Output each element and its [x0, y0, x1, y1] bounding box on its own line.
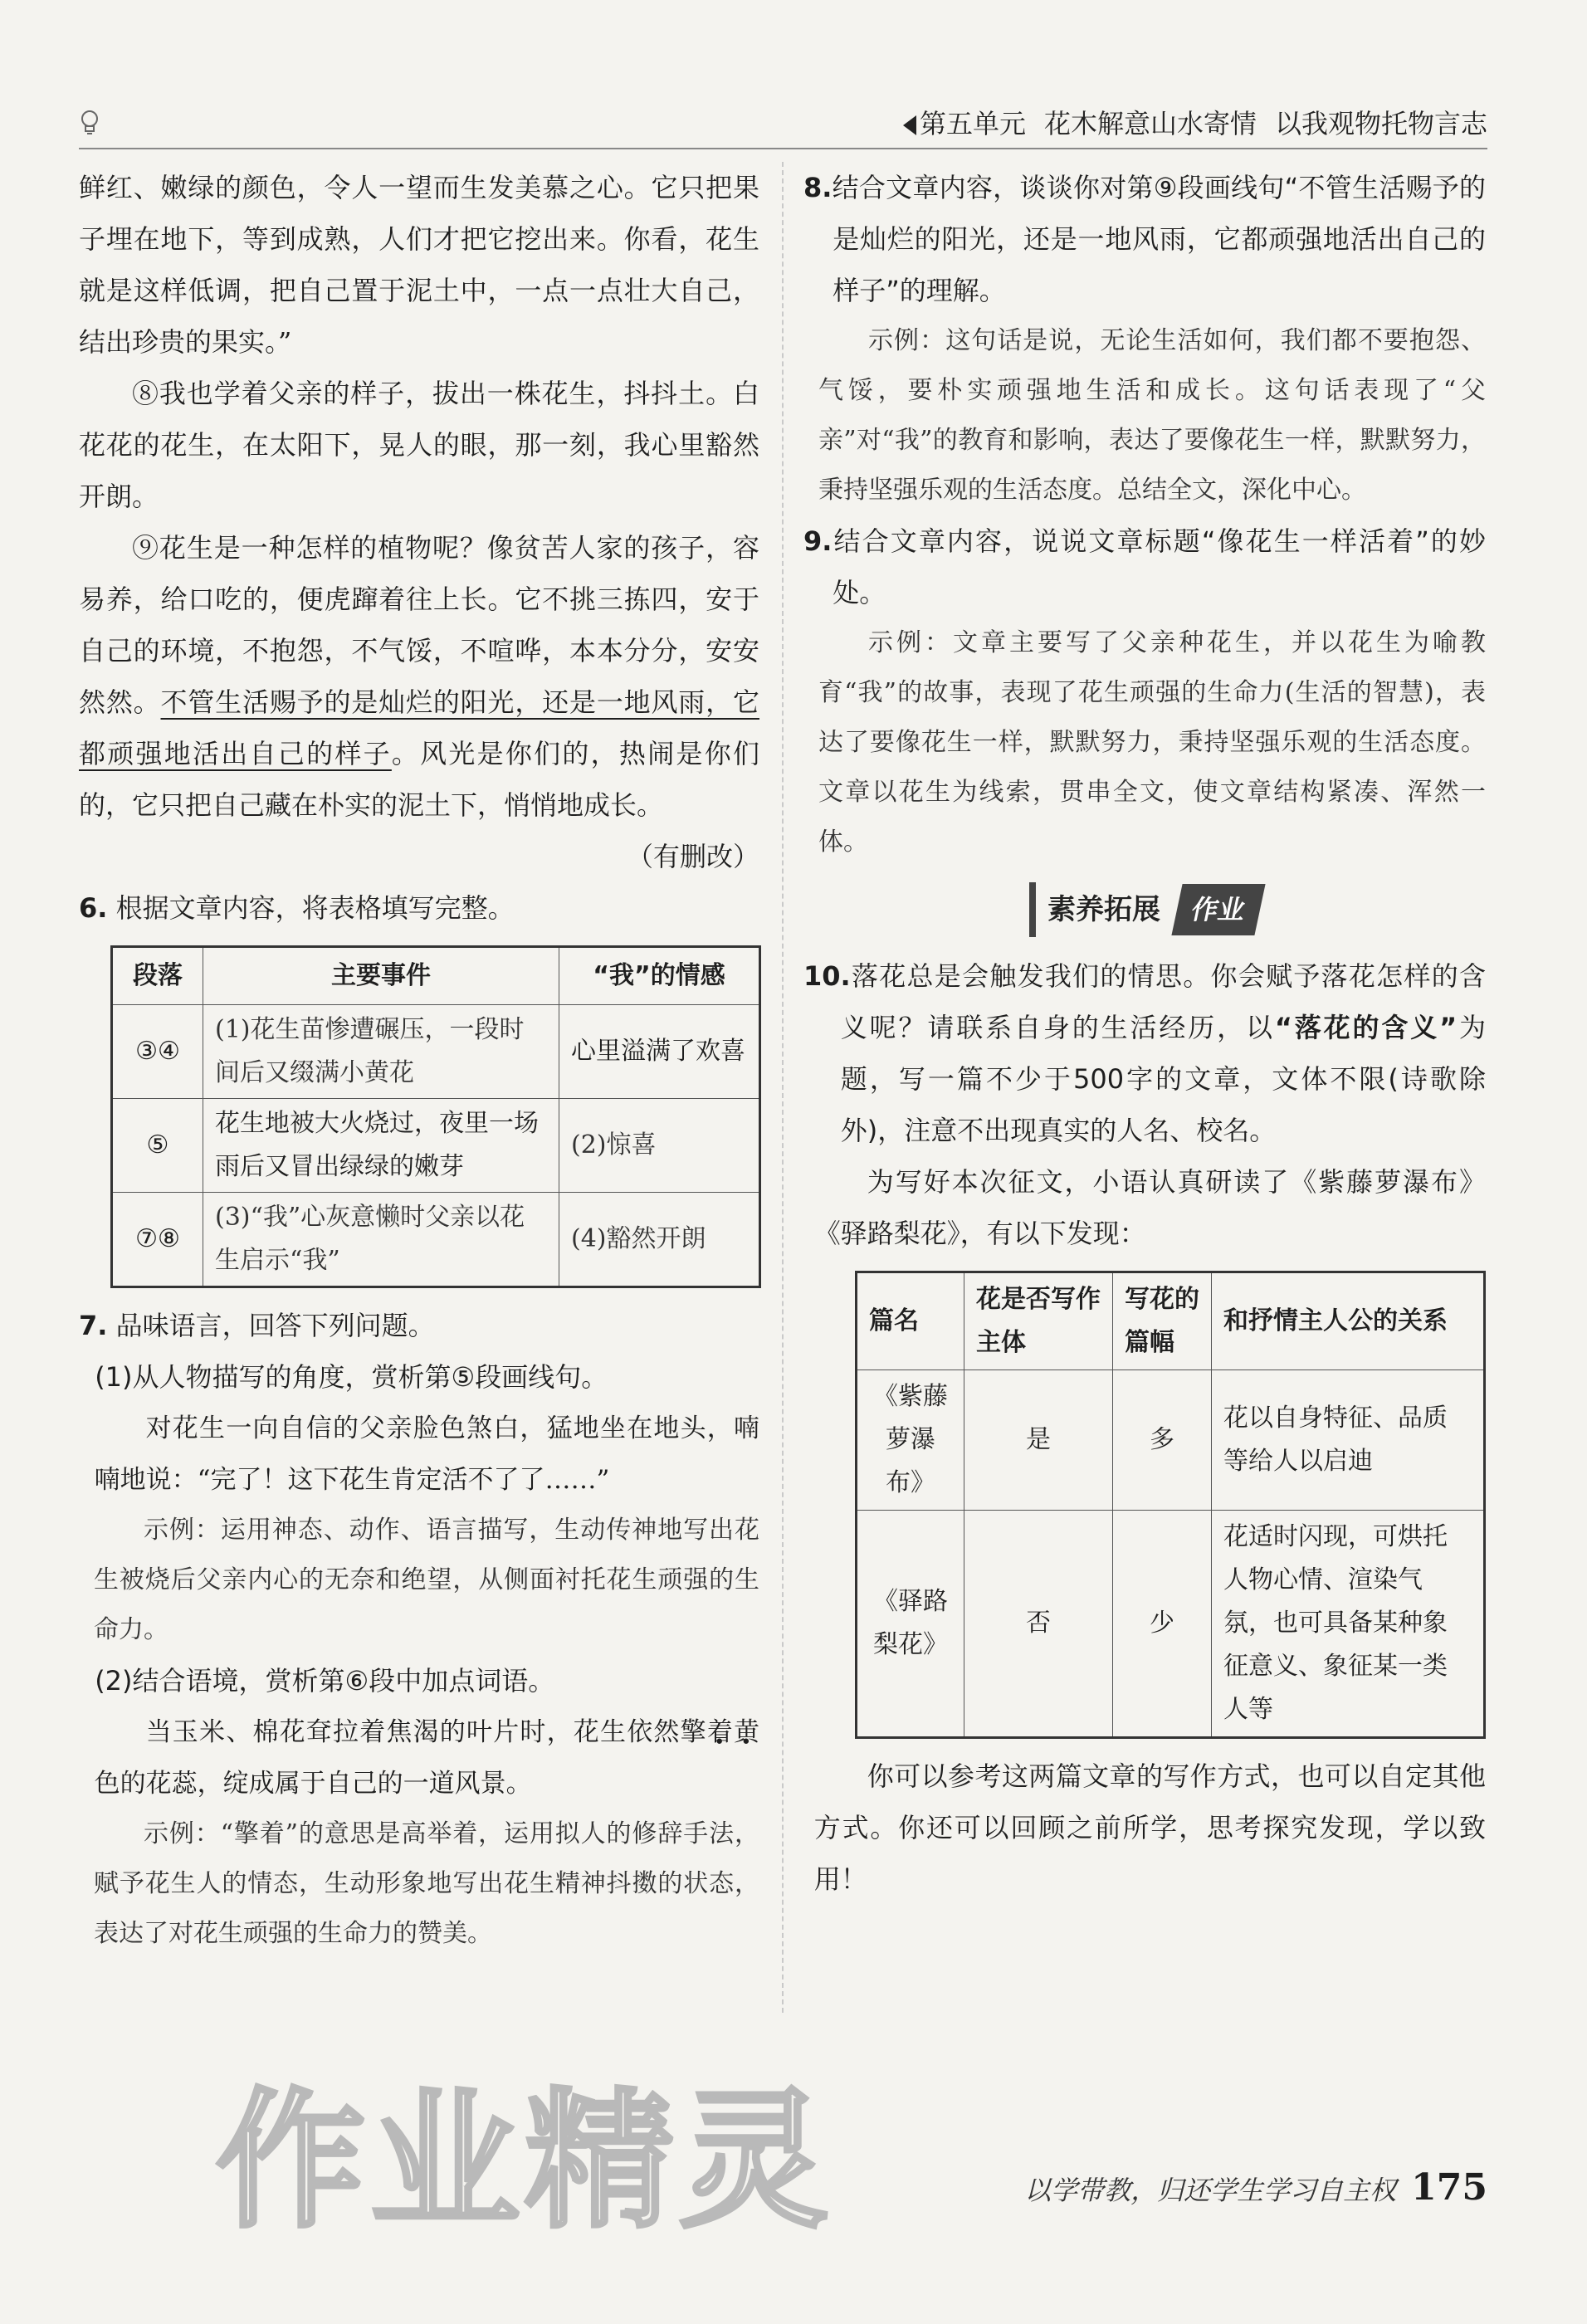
question-10-number: 10.	[803, 960, 851, 992]
passage-paragraph-9	[79, 522, 759, 831]
question-10-text-b: 为题，写一篇不少于500字的文章，文体不限(诗歌除外)，注意不出现真实的人名、校名。	[840, 1012, 1486, 1146]
footer-slogan: 以学带教，归还学生学习自主权	[1024, 2175, 1397, 2206]
dotted-word-char-1: 擎	[680, 1717, 707, 1747]
question-9	[803, 515, 1486, 618]
question-7-1: (1)从人物描写的角度，赏析第⑤段画线句。	[95, 1361, 608, 1393]
table-row	[112, 1193, 760, 1287]
cell-title: 《紫藤萝瀑布》	[857, 1370, 964, 1511]
table-row	[857, 1370, 1485, 1511]
header-cell-relation: 和抒情主人公的关系	[1212, 1272, 1485, 1370]
column-divider	[782, 162, 784, 2013]
cell-feeling: (4)豁然开朗	[559, 1193, 760, 1287]
question-7-number: 7.	[79, 1310, 108, 1341]
page-number: 175	[1411, 2166, 1487, 2209]
breadcrumb	[885, 103, 1487, 141]
table-row	[112, 1005, 760, 1099]
p9-text-b: 。风光是你们的，热闹是你们的，它只把自己藏在朴实的泥土下，悄悄地成长。	[79, 738, 759, 821]
breadcrumb-topic: 以我观物托物言志	[1274, 108, 1487, 139]
question-9-answer: 示例：文章主要写了父亲种花生，并以花生为喻教育“我”的故事，表现了花生顽强的生命力(生活的智慧)，表达了要像花生一样，默默努力，秉持坚强乐观的生活态度。文章以花生为线索，贯串全文，使文章结构紧凑、浑然一体。	[818, 628, 1486, 857]
question-7-text: 品味语言，回答下列问题。	[115, 1310, 435, 1341]
cell-length: 多	[1113, 1370, 1212, 1511]
header-cell-subject: 花是否写作主体	[964, 1272, 1113, 1370]
question-7-2-answer: 示例：“擎着”的意思是高举着，运用拟人的修辞手法，赋予花生人的情态，生动形象地写出花生精神抖擞的状态，表达了对花生顽强的生命力的赞美。	[94, 1819, 759, 1948]
passage-paragraph-8: ⑧我也学着父亲的样子，拔出一株花生，抖抖土。白花花的花生，在太阳下，晃人的眼，那一刻，我心里豁然开朗。	[79, 378, 759, 512]
page-footer	[1024, 2166, 1487, 2209]
cell-length: 少	[1113, 1511, 1212, 1738]
banner-label: 素养拓展	[1029, 882, 1172, 937]
table-header-row	[112, 947, 760, 1005]
question-6-text: 根据文章内容，将表格填写完整。	[115, 892, 515, 924]
right-column	[803, 162, 1486, 1905]
left-column	[79, 162, 759, 1959]
header-cell-event: 主要事件	[203, 947, 559, 1005]
question-9-number: 9.	[803, 525, 833, 557]
cell-relation: 花以自身特征、品质等给人以启迪	[1212, 1370, 1485, 1511]
header-cell-length: 写花的篇幅	[1113, 1272, 1212, 1370]
section-banner	[803, 882, 1486, 937]
cell-relation: 花适时闪现，可烘托人物心情、渲染气氛，也可具备某种象征意义、象征某一类人等	[1212, 1511, 1485, 1738]
question-6-number: 6.	[79, 892, 108, 924]
question-8-answer: 示例：这句话是说，无论生活如何，我们都不要抱怨、气馁，要朴实顽强地生活和成长。这句话表现了“父亲”对“我”的教育和影响，表达了要像花生一样，默默努力，秉持坚强乐观的生活态度。总结全文，深化中心。	[818, 326, 1486, 505]
page-header	[79, 98, 1487, 149]
breadcrumb-unit: 第五单元	[919, 108, 1026, 139]
cell-subject: 否	[964, 1511, 1113, 1738]
question-7	[79, 1300, 759, 1351]
cell-paragraph: ⑦⑧	[112, 1193, 203, 1287]
summary-table	[110, 945, 761, 1288]
quote-text-b: 黄色的花蕊，绽成属于自己的一道风景。	[94, 1717, 760, 1799]
comparison-table	[855, 1271, 1486, 1739]
cell-feeling: (2)惊喜	[559, 1099, 760, 1193]
triangle-left-icon	[903, 115, 916, 135]
cell-event: (3)“我”心灰意懒时父亲以花生启示“我”	[203, 1193, 559, 1287]
question-7-1-answer: 示例：运用神态、动作、语言描写，生动传神地写出花生被烧后父亲内心的无奈和绝望，从侧面衬托花生顽强的生命力。	[94, 1516, 759, 1644]
question-8-text: 结合文章内容，谈谈你对第⑨段画线句“不管生活赐予的是灿烂的阳光，还是一地风雨，它都顽强地活出自己的样子”的理解。	[832, 172, 1486, 306]
breadcrumb-theme: 花木解意山水寄情	[1043, 108, 1257, 139]
question-8	[803, 162, 1486, 316]
cell-event: 花生地被大火烧过，夜里一场雨后又冒出绿绿的嫩芽	[203, 1099, 559, 1193]
banner-tag: 作业	[1171, 884, 1265, 935]
question-10-text-a: 落花总是会触发我们的情思。你会赋予落花怎样的含义呢？请联系自身的生活经历，以	[840, 960, 1486, 1043]
question-7-2-quote	[79, 1706, 759, 1809]
table-row	[112, 1099, 760, 1193]
question-10-closing: 你可以参考这两篇文章的写作方式，也可以自定其他方式。你还可以回顾之前所学，思考探究发现，学以致用！	[813, 1760, 1486, 1895]
header-cell-paragraph: 段落	[112, 947, 203, 1005]
question-6	[79, 882, 759, 934]
question-8-number: 8.	[803, 172, 833, 203]
question-9-text: 结合文章内容，说说文章标题“像花生一样活着”的妙处。	[832, 525, 1486, 608]
table-row	[857, 1511, 1485, 1738]
table-header-row	[857, 1272, 1485, 1370]
cell-paragraph: ⑤	[112, 1099, 203, 1193]
question-10-title: “落花的含义”	[1274, 1012, 1458, 1043]
p9-underlined-sentence: 不管生活赐予的是灿烂的阳光，还是一地风雨，它都顽强地活出自己的样子	[79, 686, 759, 769]
header-cell-title: 篇名	[857, 1272, 964, 1370]
dotted-word-char-2: 着	[706, 1717, 735, 1747]
source-note: （有删改）	[626, 841, 759, 872]
lightbulb-icon	[79, 110, 100, 136]
cell-feeling: 心里溢满了欢喜	[559, 1005, 760, 1099]
question-7-2: (2)结合语境，赏析第⑥段中加点词语。	[95, 1665, 555, 1697]
header-cell-feeling: “我”的情感	[559, 947, 760, 1005]
p9-text-a: ⑨花生是一种怎样的植物呢？像贫苦人家的孩子，容易养，给口吃的，便虎蹿着往上长。它不挑三拣四，安于自己的环境，不抱怨，不气馁，不喧哗，本本分分，安安然然。	[79, 532, 759, 718]
question-7-1-quote: 对花生一向自信的父亲脸色煞白，猛地坐在地头，喃喃地说：“完了！这下花生肯定活不了了……”	[94, 1413, 759, 1495]
cell-title: 《驿路梨花》	[857, 1511, 964, 1738]
cell-event: (1)花生苗惨遭碾压，一段时间后又缀满小黄花	[203, 1005, 559, 1099]
passage-continuation: 鲜红、嫩绿的颜色，令人一望而生发美慕之心。它只把果子埋在地下，等到成熟，人们才把它挖出来。你看，花生就是这样低调，把自己置于泥土中，一点一点壮大自己，结出珍贵的果实。”	[79, 172, 759, 358]
quote-text-a: 当玉米、棉花耷拉着焦渴的叶片时，花生依然	[145, 1717, 681, 1747]
cell-subject: 是	[964, 1370, 1113, 1511]
watermark: 作业精灵	[216, 2075, 834, 2248]
question-10-context: 为写好本次征文，小语认真研读了《紫藤萝瀑布》《驿路梨花》，有以下发现：	[813, 1166, 1486, 1249]
question-10	[803, 950, 1486, 1156]
cell-paragraph: ③④	[112, 1005, 203, 1099]
